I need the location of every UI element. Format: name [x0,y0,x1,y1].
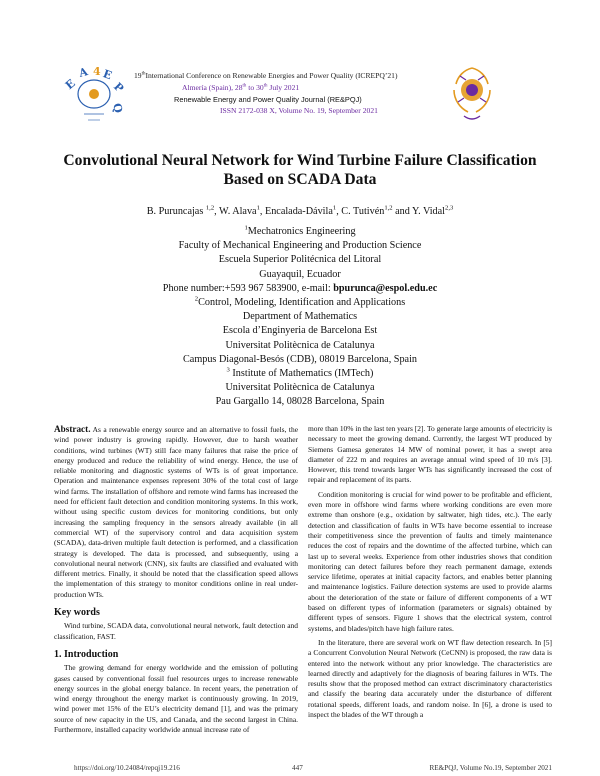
right-column [308,424,552,720]
footer-journal: RE&PQJ, Volume No.19, September 2021 [429,764,552,772]
affiliation-line: Universitat Politècnica de Catalunya [225,382,375,394]
keywords-text: Wind turbine, SCADA data, convolutional neural network, fault detection and classification, FAST. [54,621,298,641]
keywords-heading: Key words [54,607,100,619]
affiliation-3-name: $^3$ Institute of Mathematics (IMTech) [226,366,374,380]
journal-name: Renewable Energy and Power Quality Journal (RE&PQJ) [174,94,362,104]
affiliation-line: Faculty of Mechanical Engineering and Production Science [178,240,422,252]
svg-text:E: E [101,67,114,83]
introduction-heading: 1. Introduction [54,648,119,660]
svg-text:A: A [77,65,90,80]
abstract [54,424,298,600]
affiliation-line: Guayaquil, Ecuador [259,268,341,280]
svg-text:P: P [111,80,127,96]
doi-link[interactable]: https://doi.org/10.24084/repqj19.216 [74,764,180,772]
page-number: 447 [292,764,303,772]
svg-text:4: 4 [93,65,101,78]
svg-text:E: E [62,76,78,93]
affiliation-line: Department of Mathematics [242,311,358,323]
paper-title-line-1: Convolutional Neural Network for Wind Turbine Failure Classification [63,152,537,169]
affiliations [40,225,560,410]
ea4epq-logo-icon [60,64,128,124]
abstract-text: As a renewable energy source and an alternative to fossil fuels, the wind power industry is growing rapidly. However, due to harsh weather conditions, wind turbines (WT) still face many failures that raise the price of energy produced and reduce the reliability of wind energy. Hence, the use of reliable monitoring and diagnostic systems of WTs is of great importance. Operation and maintenance expenses represent 30% of the total cost of large wind farms. The installation of offshore and remote wind farms has increased the need for efficient fault detection and condition monitoring systems. In this work, without using specific custom devices for monitoring conditions, but only increasing the sampling frequency in the sensors already available (in all commercial WT) of the supervisory control and data acquisition system (SCADA), data-driven multiple fault detection is performed, and a classification strategy is developed. The data is processed, and subsequently, using a convolutional neural network (CNN), six faults are classified and evaluated with different metrics. Finally, it should be noted that the classification speed allows the implementation of this strategy to monitor conditions online in real under-production WTs. [54,425,298,599]
affiliation-2-name: $^2$Control, Modeling, Identification and Applications [194,295,406,309]
body-paragraph: In the literature, there are several work on WT flaw detection research. In [5] a Concurrent Convolution Neural Network (CeCNN) is proposed, the raw data is entered into the network without any prior knowledge. The characteristics are learned directly and adaptively for the diagnosis of bearing failures in WTs. The results show that the proposed method can extract discriminatory characteristics and classify the bearing data accurately under the disturbance of different rotational speeds, different loads, and random noise. In [6], a drone is used to inspect the blades of the WT through a [308,637,552,720]
affiliation-line: Universitat Politècnica de Catalunya [225,339,375,351]
author-list: B. Puruncajas $^{1,2}$, W. Alava$^1$, Encalada-Dávila$^1$, C. Tutivén$^{1,2}$ and Y. Vidal$^{2,3}$ [146,204,454,217]
affiliation-line: Escuela Superior Politécnica del Litoral [218,254,382,266]
abstract-label: Abstract. [54,424,91,434]
paper-title [40,151,560,189]
affiliation-1-name: $^1$Mechatronics Engineering [244,224,356,237]
body-paragraph: Condition monitoring is crucial for wind power to be profitable and efficient, even more in offshore wind farms where working conditions are even more extreme than onshore (e.g., oxidation by saltwater, high tides, etc.). The early detection and classification of faults in WTs have become essential to increase their competitiveness since the prevention of faults and timely maintenance reduces the cost of repairs and the downtime of the affected turbine, which can last up to several weeks. Experience from other industries shows that condition monitoring can detect failures before they reach permanent damage, extends service lifetime, operates at initial capacity factors, and enables better planning and maintenance logistics. Failure detection systems are used to provide alarms about the deterioration of the state or failure of different components of a WT based on different types of information (parameters or signals) obtained by different types of sensors. Figure 1 shows that the electrical system, control systems, and blades/pitch have high failure rates. [308,489,552,633]
issn-line: ISSN 2172-038 X, Volume No. 19, September 2021 [220,106,378,116]
conference-location: Almería (Spain), 28th to 30th July 2021 [182,82,300,92]
contact-line: Phone number:+593 967 583900, e-mail: bpurunca@espol.edu.ec [162,282,438,294]
left-column [54,424,298,735]
paper-title-line-2: Based on SCADA Data [223,171,377,188]
introduction-paragraph: The growing demand for energy worldwide and the emission of polluting gases caused by conventional fossil fuel resources urges to increase renewable energy sources in the global energy balance. In recent years, the penetration of wind energy throughout the energy market is continuously growing. In 2019, wind power met 15% of the EU’s electricity demand [1], and was the primary source of new capacity in the US, and Canada, and the second largest in China. Furthermore, installed capacity worldwide annual increase rate of [54,663,298,735]
email-link[interactable]: bpurunca@espol.edu.ec [333,282,438,294]
affiliation-line: Escola d’Enginyeria de Barcelona Est [222,325,378,337]
conference-name: 19thInternational Conference on Renewable Energies and Power Quality (ICREPQ’21) [134,71,398,80]
conference-header [134,70,454,117]
affiliation-line: Campus Diagonal-Besós (CDB), 08019 Barcelona, Spain [183,353,417,365]
affiliation-line: Pau Gargallo 14, 08028 Barcelona, Spain [215,396,385,408]
svg-text:Q: Q [110,102,125,115]
body-paragraph: more than 10% in the last ten years [2]. To generate large amounts of electricity is necessary to meet the growing demand. Currently, the largest WT produced by Siemens Gamesa generates 14 MW of nominal power, it has a swept area diameter of 222 m and requires an average annual wind speed of 10 m/s [3]. However, this trend towards larger WTs has significantly increased the cost of repair and replacement of its parts. [308,424,552,485]
sun-figure-logo-icon [446,62,498,124]
